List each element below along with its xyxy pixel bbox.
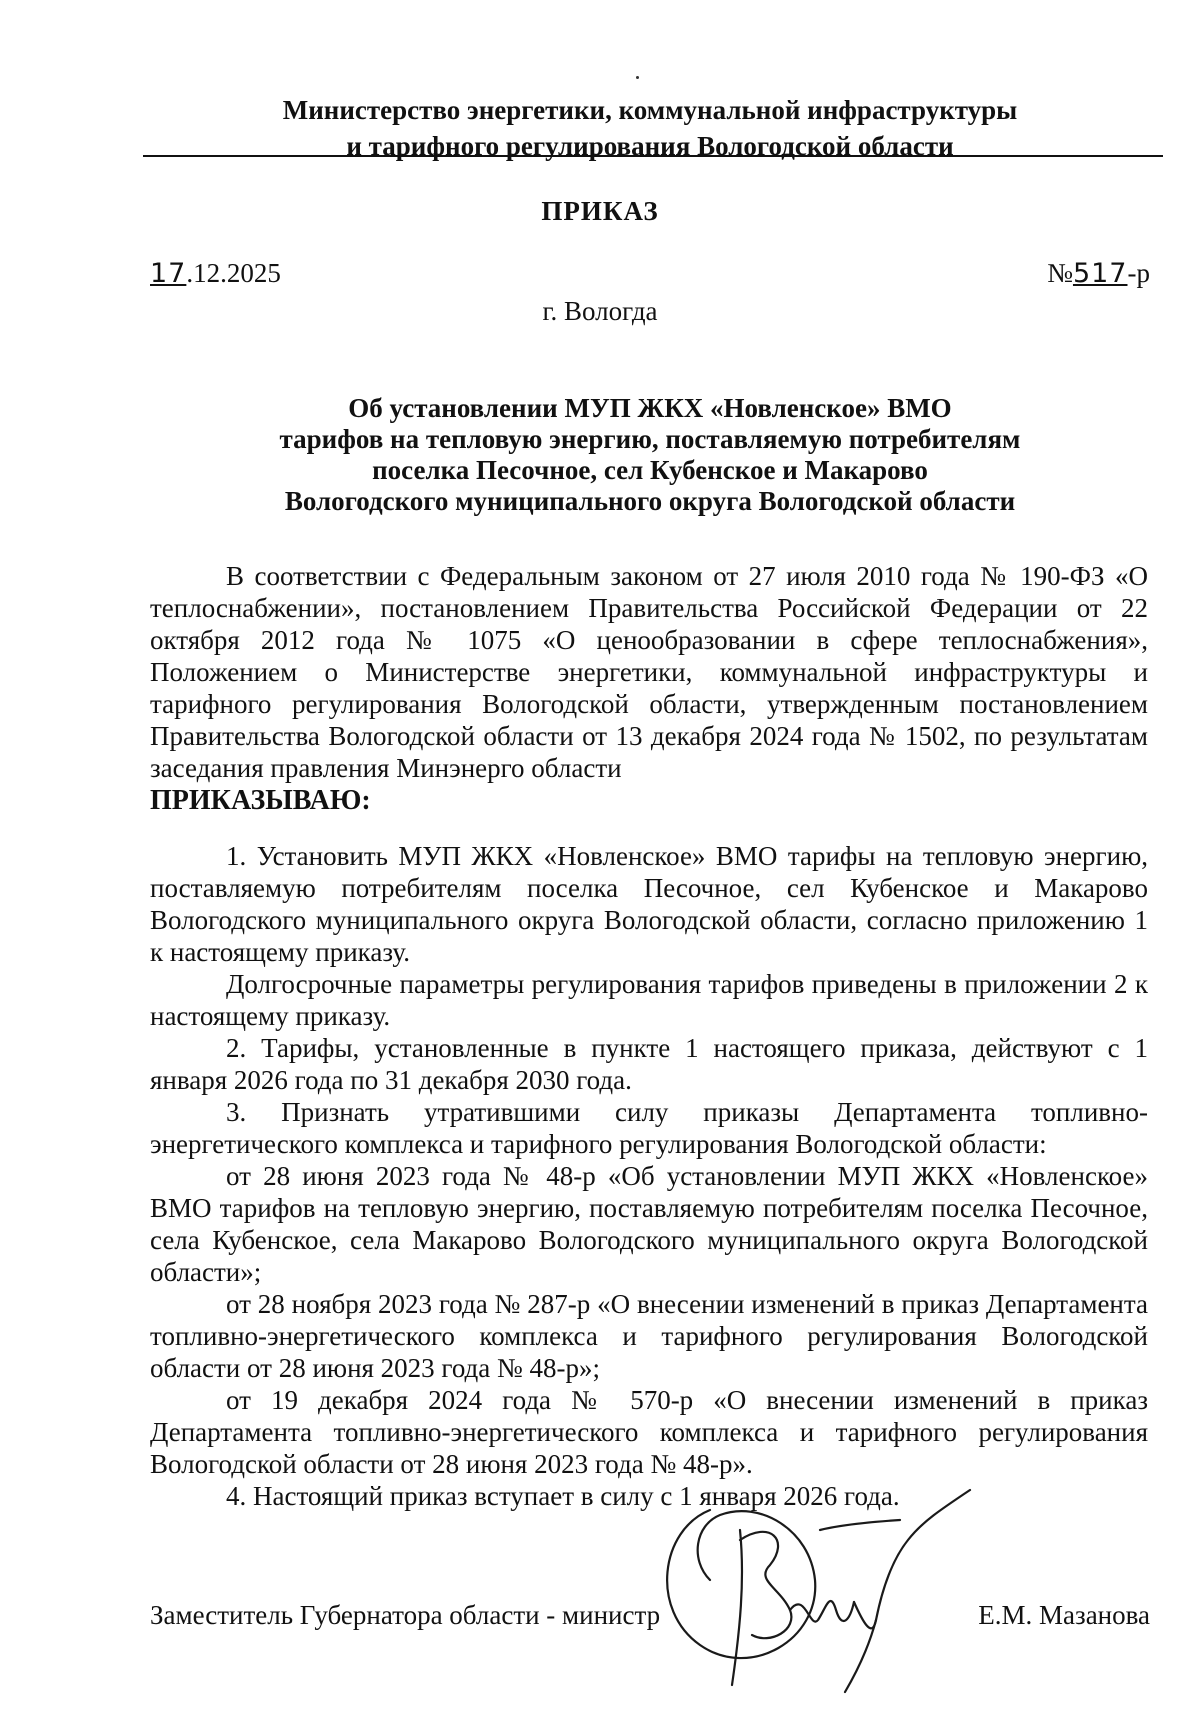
paragraph-3b: от 28 ноября 2023 года № 287-р «О внесении изменений в приказ Департамента топливно-энергетического комплекса и тарифного регулирования Вологодской области от 28 июня 2023 года № 48-р»; [150, 1289, 1148, 1383]
paragraph-3a: от 28 июня 2023 года № 48-р «Об установлении МУП ЖКХ «Новленское» ВМО тарифов на тепловую энергию, поставляемую потребителям поселка Песочное, села Кубенское, села Макарово Вологодского муниципального округа Вологодской области»; [150, 1161, 1148, 1287]
order-number [1047, 258, 1150, 289]
paragraph-3: 3. Признать утратившими силу приказы Департамента топливно-энергетического комплекса и тарифного регулирования Вологодской области: [150, 1097, 1148, 1159]
handwritten-signature [640, 1470, 980, 1710]
paragraph-1: 1. Установить МУП ЖКХ «Новленское» ВМО тарифы на тепловую энергию, поставляемую потребителям поселка Песочное, сел Кубенское и Макарово Вологодского муниципального округа Вологодской области, согласно приложению 1 к настоящему приказу. [150, 841, 1148, 967]
preamble: В соответствии с Федеральным законом от 27 июля 2010 года № 190-ФЗ «О теплоснабжении», постановлением Правительства Российской Федерации от 22 октября 2012 года № 1075 «О ценообразовании в сфере теплоснабжения», Положением о Министерстве энергетики, коммунальной инфраструктуры и тарифного регулирования Вологодской области, утвержденным постановлением Правительства Вологодской области от 13 декабря 2024 года № 1502, по результатам заседания правления Минэнерго области [150, 561, 1148, 783]
order-date [150, 258, 281, 289]
order-title [150, 393, 1150, 517]
paragraph-2: 2. Тарифы, установленные в пункте 1 настоящего приказа, действуют с 1 января 2026 года по 31 декабря 2030 года. [150, 1033, 1148, 1095]
number-suffix: -р [1127, 258, 1150, 288]
scan-dot [636, 76, 639, 79]
date-rest: .12.2025 [186, 258, 281, 288]
title-line-4: Вологодского муниципального округа Вологодской области [284, 486, 1016, 516]
signatory-name: Е.М. Мазанова [978, 1600, 1150, 1630]
paragraph-3c: от 19 декабря 2024 года № 570-р «О внесении изменений в приказ Департамента топливно-энергетического комплекса и тарифного регулирования Вологодской области от 28 июня 2023 года № 48-р». [150, 1385, 1148, 1479]
order-body [150, 560, 1148, 1512]
paragraph-4: 4. Настоящий приказ вступает в силу с 1 января 2026 года. [226, 1481, 900, 1511]
header-rule [143, 155, 1163, 157]
title-line-2: тарифов на тепловую энергию, поставляемую потребителям [279, 424, 1021, 454]
city: г. Вологда [542, 296, 658, 326]
handwritten-day: 17 [150, 258, 187, 289]
title-line-3: поселка Песочное, сел Кубенское и Макарово [372, 455, 928, 485]
ministry-line-1: Министерство энергетики, коммунальной инфраструктуры [282, 95, 1018, 125]
signatory-position: Заместитель Губернатора области - министр [150, 1600, 661, 1630]
document-type: ПРИКАЗ [541, 196, 659, 226]
title-line-1: Об установлении МУП ЖКХ «Новленское» ВМО [348, 393, 952, 423]
handwritten-number: 517 [1072, 258, 1128, 289]
ministry-header [150, 92, 1150, 164]
order-word: ПРИКАЗЫВАЮ: [150, 785, 371, 816]
paragraph-1b: Долгосрочные параметры регулирования тарифов приведены в приложении 2 к настоящему приказу. [150, 969, 1148, 1031]
ministry-line-2: и тарифного регулирования Вологодской области [346, 131, 954, 161]
number-prefix: № [1047, 258, 1073, 288]
